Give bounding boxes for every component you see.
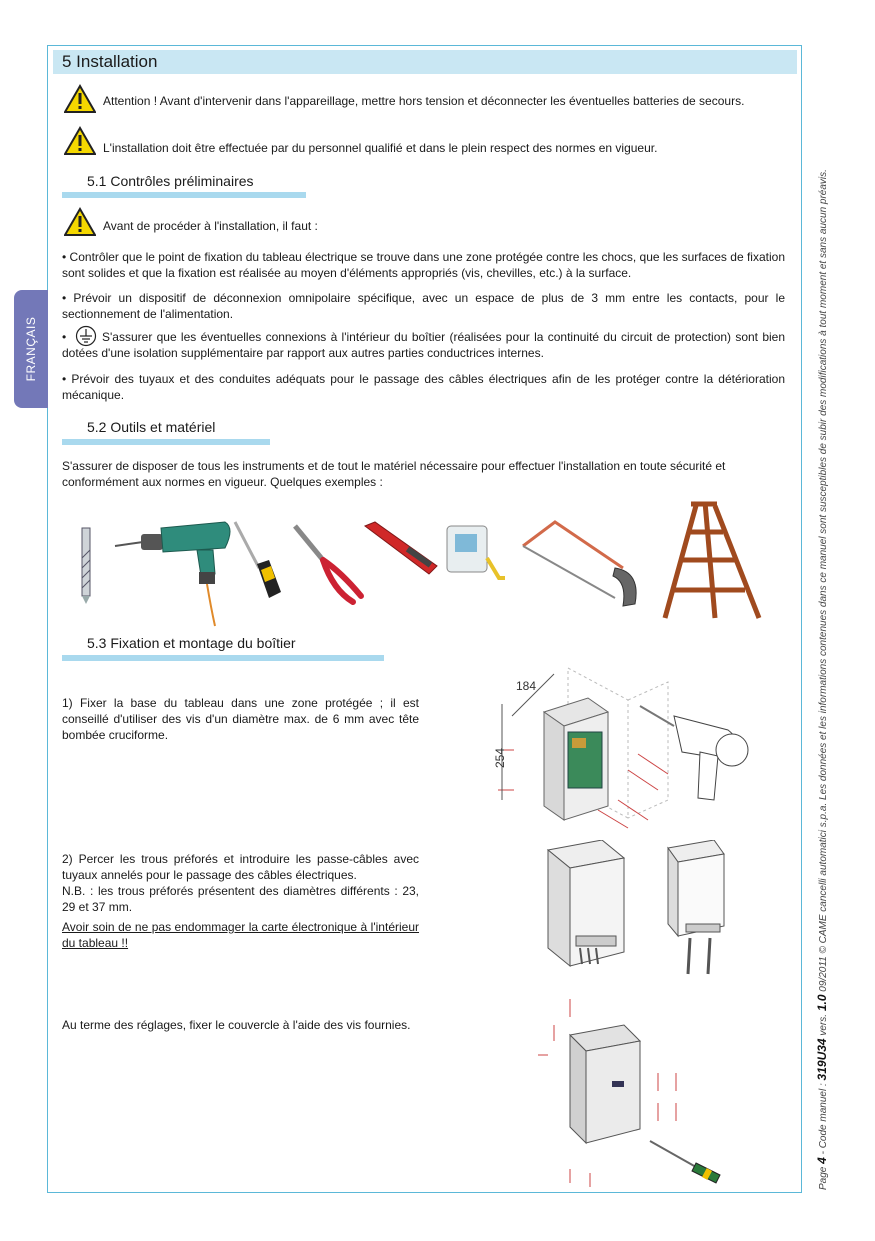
ladder-icon bbox=[665, 502, 759, 618]
subsection-bar bbox=[62, 192, 306, 198]
warning-icon bbox=[64, 126, 96, 156]
footer-version: 1.0 bbox=[815, 994, 829, 1012]
base-fixing-diagram bbox=[478, 660, 778, 835]
tape-measure-icon bbox=[447, 526, 505, 578]
tools-intro: S'assurer de disposer de tous les instruments et de tout le matériel nécessaire pour effectuer l'installation en toute sécurité et conformément aux normes en vigueur. Quelques exemples : bbox=[62, 459, 726, 489]
cover-fixing-diagram bbox=[520, 995, 760, 1190]
subsection-bar bbox=[62, 439, 270, 445]
bullet-3-marker: • bbox=[62, 330, 67, 344]
warning-text-1: Attention ! Avant d'intervenir dans l'appareillage, mettre hors tension et déconnecter les éventuelles batteries de secours. bbox=[103, 94, 745, 108]
cable-gland-diagram bbox=[540, 840, 790, 990]
step-3-text: Au terme des réglages, fixer le couvercle à l'aide des vis fournies. bbox=[62, 1018, 411, 1032]
power-drill-icon bbox=[640, 706, 748, 800]
hacksaw-icon bbox=[523, 522, 636, 606]
enclosure-icon bbox=[548, 840, 624, 966]
footer-notice: 09/2011 © CAME cancelli automatici s.p.a. Les données et les informations contenues dans ce manuel sont susceptibles de subir des modifications à tout moment et sans aucun préavis. bbox=[818, 169, 829, 995]
footer-page-number: 4 bbox=[815, 1157, 829, 1164]
footer-page-label: Page bbox=[818, 1166, 829, 1190]
screwdriver-icon bbox=[235, 522, 281, 598]
bullet-1: • Contrôler que le point de fixation du tableau électrique se trouve dans une zone protégée contre les chocs, que les surfaces de fixation sont solides et que la fixation est réalisée au moyen d'éléments appropriés (vis, chevilles, etc.) à la surface. bbox=[62, 250, 785, 280]
bullet-2: • Prévoir un dispositif de déconnexion omnipolaire spécifique, avec un espace de plus de 3 mm entre les contacts, pour le sectionnement de l'alimentation. bbox=[62, 291, 785, 321]
precheck-warning: Avant de procéder à l'installation, il faut : bbox=[103, 219, 318, 233]
language-tab[interactable] bbox=[14, 290, 48, 408]
tools-illustration bbox=[75, 498, 775, 628]
subsection-title-5-1: 5.1 Contrôles préliminaires bbox=[87, 173, 254, 189]
warning-text-2: L'installation doit être effectuée par du personnel qualifié et dans le plein respect des normes en vigueur. bbox=[103, 141, 658, 155]
step-1-text: 1) Fixer la base du tableau dans une zone protégée ; il est conseillé d'utiliser des vis d'un diamètre max. de 6 mm avec tête bombée cruciforme. bbox=[62, 696, 419, 742]
drill-bit-icon bbox=[82, 528, 90, 604]
step-2-caution: Avoir soin de ne pas endommager la carte électronique à l'intérieur du tableau !! bbox=[62, 920, 419, 950]
dimension-width-label: 184 bbox=[516, 679, 537, 693]
enclosure-open-icon bbox=[668, 840, 724, 974]
subsection-bar bbox=[62, 655, 384, 661]
wire-stripper-icon bbox=[365, 522, 437, 574]
dimension-height-label: 254 bbox=[493, 747, 507, 768]
section-header-bar bbox=[53, 50, 797, 74]
language-tab-label: FRANÇAIS bbox=[24, 316, 38, 382]
bullet-4: • Prévoir des tuyaux et des conduites adéquats pour le passage des câbles électriques afin de les protéger contre la détérioration mécanique. bbox=[62, 372, 785, 402]
footer-code: 319U34 bbox=[815, 1038, 829, 1081]
enclosure-icon bbox=[570, 1025, 640, 1143]
step-2-text: 2) Percer les trous préforés et introduire les passe-câbles avec tuyaux annelés pour le passage des câbles électriques. bbox=[62, 852, 419, 882]
warning-icon bbox=[64, 84, 96, 114]
power-drill-icon bbox=[115, 522, 230, 626]
footer-code-label: - Code manuel : bbox=[818, 1080, 829, 1158]
bullet-3: S'assurer que les éventuelles connexions à l'intérieur du boîtier (réalisées pour la continuité du circuit de protection) sont bien dotées d'une isolation supplémentaire par rapport aux autres parties conductrices internes. bbox=[62, 330, 785, 360]
subsection-title-5-2: 5.2 Outils et matériel bbox=[87, 419, 216, 435]
pliers-icon bbox=[295, 526, 361, 602]
screwdriver-icon bbox=[650, 1141, 720, 1183]
step-2-note: N.B. : les trous préforés présentent des diamètres différents : 23, 29 et 37 mm. bbox=[62, 884, 419, 914]
section-title: 5 Installation bbox=[62, 52, 158, 71]
warning-icon bbox=[64, 207, 96, 237]
subsection-title-5-3: 5.3 Fixation et montage du boîtier bbox=[87, 635, 296, 651]
page-footer bbox=[816, 50, 830, 1190]
footer-vers-label: vers. bbox=[818, 1011, 829, 1039]
